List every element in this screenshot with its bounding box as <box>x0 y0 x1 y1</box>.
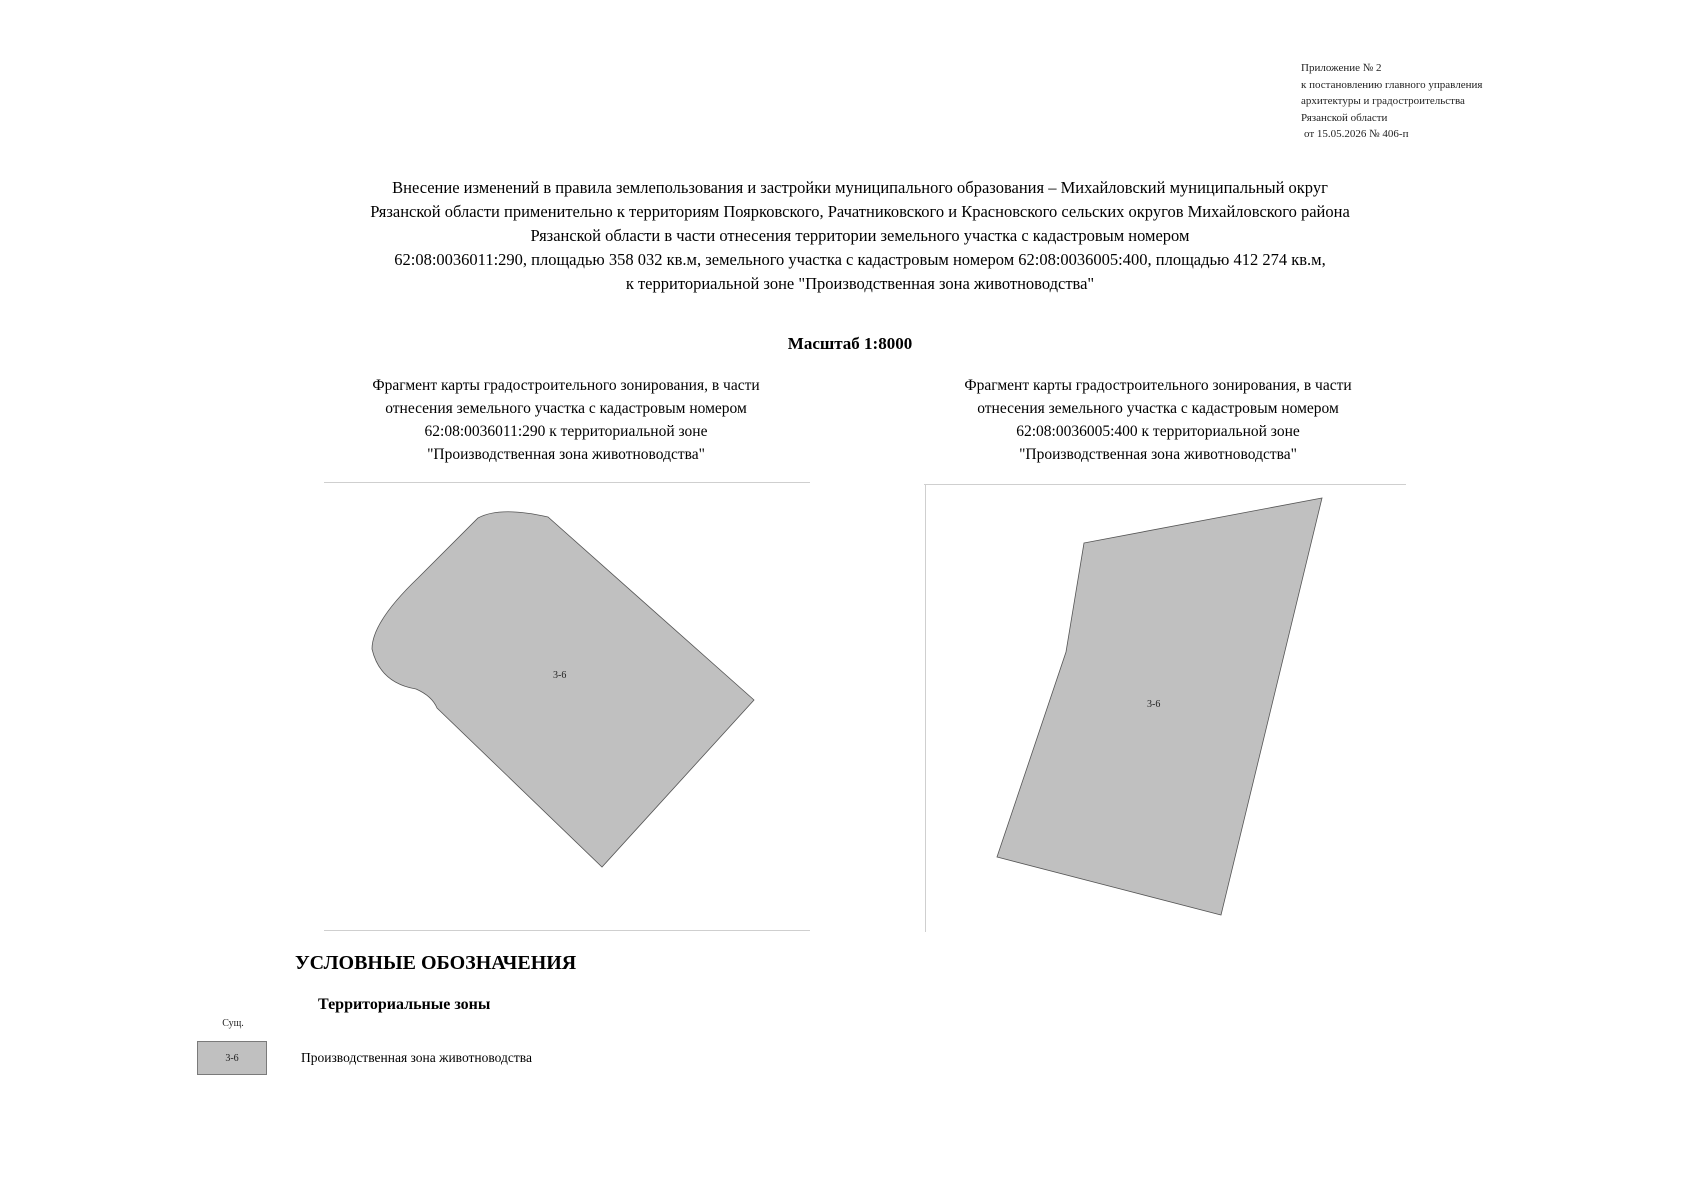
fragment-title-line: Фрагмент карты градостроительного зонирования, в части <box>964 377 1352 394</box>
zone-label: 3-6 <box>553 670 567 681</box>
legend-heading: УСЛОВНЫЕ ОБОЗНАЧЕНИЯ <box>295 952 577 974</box>
fragment-title-line: Фрагмент карты градостроительного зонирования, в части <box>372 377 760 394</box>
document-title <box>220 176 1500 296</box>
fragment-title-line: отнесения земельного участка с кадастровым номером <box>385 400 747 417</box>
legend-swatch-code: 3-6 <box>225 1052 239 1064</box>
fragment-1-title <box>306 374 826 466</box>
fragment-title-line: "Производственная зона животноводства" <box>1019 446 1297 463</box>
title-line: к территориальной зоне "Производственная зона животноводства" <box>625 274 1095 293</box>
map-fragment-2 <box>924 482 1406 932</box>
map-fragment-1 <box>324 482 810 932</box>
map-fragment-1-canvas <box>324 482 810 932</box>
title-line: Внесение изменений в правила землепользования и застройки муниципального образования – Михайловский муниципальный округ <box>392 178 1328 197</box>
appendix-line: Рязанской области <box>1301 111 1388 124</box>
appendix-line: от 15.05.2026 № 406-п <box>1304 128 1409 140</box>
map-scale: Масштаб 1:8000 <box>787 334 913 353</box>
zone-label: 3-6 <box>1147 699 1161 710</box>
fragment-2-title <box>898 374 1418 466</box>
appendix-line: к постановлению главного управления <box>1301 78 1483 91</box>
fragment-title-line: отнесения земельного участка с кадастровым номером <box>977 400 1339 417</box>
title-line: 62:08:0036011:290, площадью 358 032 кв.м, земельного участка с кадастровым номером 62:08:0036005:400, площадью 412 274 кв.м, <box>394 250 1326 269</box>
legend-subheading: Территориальные зоны <box>318 996 491 1013</box>
fragment-title-line: 62:08:0036011:290 к территориальной зоне <box>424 423 708 440</box>
legend-column-header: Сущ. <box>222 1018 244 1029</box>
title-line: Рязанской области в части отнесения территории земельного участка с кадастровым номером <box>530 226 1190 245</box>
land-parcel-1 <box>372 512 754 867</box>
legend-swatch <box>197 1041 267 1075</box>
legend-item-label: Производственная зона животноводства <box>301 1050 532 1065</box>
appendix-line: Приложение № 2 <box>1301 62 1382 74</box>
title-line: Рязанской области применительно к территориям Поярковского, Рачатниковского и Красновского сельских округов Михайловского района <box>370 202 1350 221</box>
appendix-note <box>1301 60 1601 143</box>
appendix-line: архитектуры и градостроительства <box>1301 95 1465 107</box>
fragment-title-line: 62:08:0036005:400 к территориальной зоне <box>1016 423 1300 440</box>
fragment-title-line: "Производственная зона животноводства" <box>427 446 705 463</box>
map-fragment-2-canvas <box>924 482 1406 932</box>
